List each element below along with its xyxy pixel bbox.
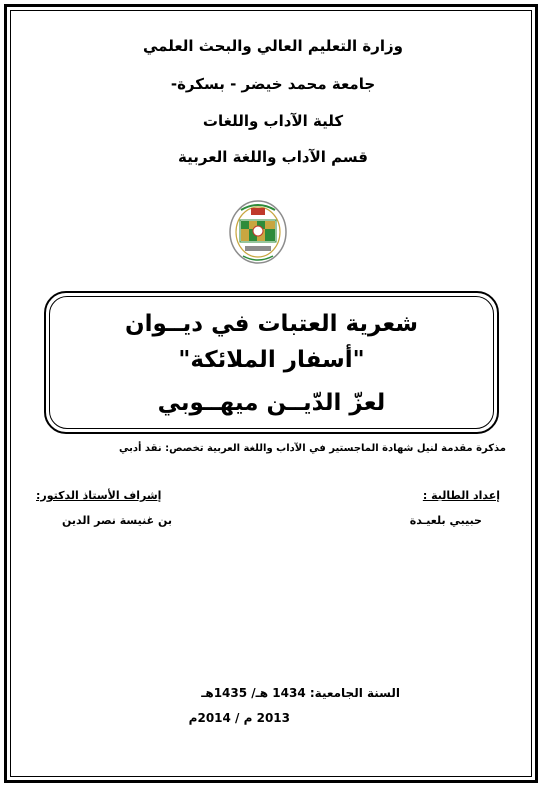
title-line-2: "أسفار الملائكة" [178,347,365,373]
university-seal-icon [227,198,289,270]
title-line-1: شعرية العتبات في ديــوان [125,311,418,337]
supervisor-name: بن غنيسة نصر الدين [62,514,172,527]
student-name: حبيبي بلعيـدة [409,514,482,527]
memo-description: مذكرة مقدمة لنيل شهادة الماجستير في الآداب واللغة العربية تخصص: نقد أدبي [118,443,506,454]
faculty-heading: كلية الآداب واللغات [202,112,344,130]
supervisor-label: إشراف الأستاذ الدكتور: [36,489,162,502]
academic-year-hijri: السنة الجامعية: 1434 هـ/ 1435هـ [201,686,400,700]
department-heading: قسم الآداب واللغة العربية [178,148,368,166]
title-line-3: لعزّ الدّيــن ميهــوبي [157,390,386,416]
university-heading: جامعة محمد خيضر - بسكرة- [170,75,376,93]
academic-year-gregorian: 2013 م / 2014م [188,711,290,725]
prepared-by-label: إعداد الطالبة : [422,489,500,502]
ministry-heading: وزارة التعليم العالي والبحث العلمي [142,37,404,55]
